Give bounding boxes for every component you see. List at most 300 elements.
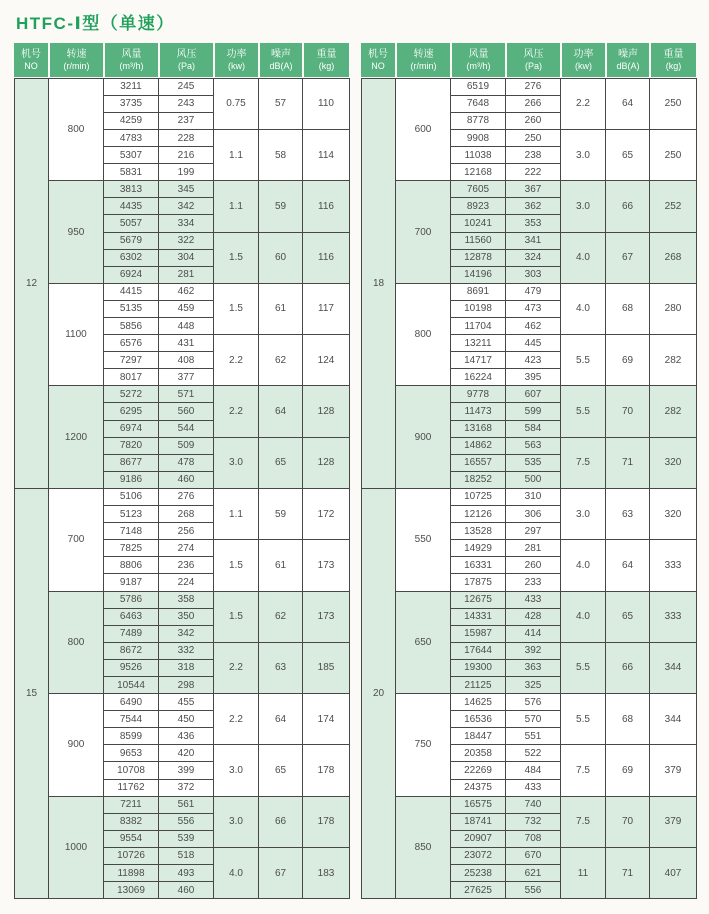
weight-cell: 320 [650, 437, 697, 488]
power-cell: 3.0 [561, 181, 606, 232]
pressure-cell: 377 [159, 369, 214, 386]
pressure-cell: 500 [506, 471, 561, 488]
column-header-speed [48, 43, 103, 77]
pressure-cell: 372 [159, 779, 214, 796]
column-header-label: 机号 [21, 49, 41, 60]
flow-cell: 5786 [104, 591, 159, 608]
flow-cell: 7825 [104, 540, 159, 557]
pressure-cell: 539 [159, 830, 214, 847]
flow-cell: 10544 [104, 676, 159, 693]
flow-cell: 22269 [451, 762, 506, 779]
power-cell: 2.2 [561, 78, 606, 129]
pressure-cell: 216 [159, 147, 214, 164]
flow-cell: 7648 [451, 95, 506, 112]
flow-cell: 20907 [451, 830, 506, 847]
pressure-cell: 392 [506, 642, 561, 659]
flow-cell: 14862 [451, 437, 506, 454]
spec-data-table [361, 78, 697, 900]
flow-cell: 18741 [451, 813, 506, 830]
pressure-cell: 544 [159, 420, 214, 437]
flow-cell: 5272 [104, 386, 159, 403]
pressure-cell: 260 [506, 112, 561, 129]
table-row [362, 78, 697, 95]
weight-cell: 250 [650, 78, 697, 129]
table-row [15, 591, 350, 608]
weight-cell: 282 [650, 386, 697, 437]
pressure-cell: 224 [159, 574, 214, 591]
noise-cell: 69 [606, 745, 650, 796]
flow-cell: 8806 [104, 557, 159, 574]
power-cell: 11 [561, 847, 606, 898]
noise-cell: 62 [259, 335, 303, 386]
column-header-label: 重量 [663, 49, 684, 60]
speed-cell: 1100 [49, 283, 104, 386]
weight-cell: 117 [303, 283, 350, 334]
pressure-cell: 708 [506, 830, 561, 847]
column-header-unit: (kg) [665, 61, 682, 71]
flow-cell: 14929 [451, 540, 506, 557]
noise-cell: 64 [259, 386, 303, 437]
pressure-cell: 740 [506, 796, 561, 813]
pressure-cell: 399 [159, 762, 214, 779]
pressure-cell: 576 [506, 694, 561, 711]
table-row [15, 694, 350, 711]
flow-cell: 24375 [451, 779, 506, 796]
noise-cell: 61 [259, 540, 303, 591]
pressure-cell: 509 [159, 437, 214, 454]
flow-cell: 7605 [451, 181, 506, 198]
table-row [15, 488, 350, 505]
model-no-cell: 18 [362, 78, 396, 488]
pressure-cell: 484 [506, 762, 561, 779]
noise-cell: 66 [606, 181, 650, 232]
noise-cell: 70 [606, 386, 650, 437]
speed-cell: 1200 [49, 386, 104, 489]
table-row [362, 386, 697, 403]
noise-cell: 59 [259, 181, 303, 232]
weight-cell: 183 [303, 847, 350, 898]
table-row [362, 796, 697, 813]
model-no-cell: 12 [15, 78, 49, 488]
flow-cell: 13528 [451, 523, 506, 540]
flow-cell: 5135 [104, 300, 159, 317]
flow-cell: 8677 [104, 454, 159, 471]
pressure-cell: 363 [506, 659, 561, 676]
flow-cell: 9526 [104, 659, 159, 676]
power-cell: 3.0 [214, 437, 259, 488]
power-cell: 5.5 [561, 386, 606, 437]
flow-cell: 6974 [104, 420, 159, 437]
flow-cell: 13211 [451, 335, 506, 352]
flow-cell: 8017 [104, 369, 159, 386]
column-header-label: 转速 [66, 49, 87, 60]
spec-table-left [14, 43, 349, 899]
column-header-noise [605, 43, 649, 77]
pressure-cell: 324 [506, 249, 561, 266]
pressure-cell: 237 [159, 112, 214, 129]
weight-cell: 124 [303, 335, 350, 386]
speed-cell: 900 [396, 386, 451, 489]
pressure-cell: 243 [159, 95, 214, 112]
pressure-cell: 260 [506, 557, 561, 574]
pressure-cell: 228 [159, 129, 214, 146]
table-row [362, 694, 697, 711]
column-header-label: 重量 [316, 49, 337, 60]
speed-cell: 750 [396, 694, 451, 797]
pressure-cell: 276 [506, 78, 561, 95]
flow-cell: 14717 [451, 352, 506, 369]
power-cell: 1.5 [214, 283, 259, 334]
flow-cell: 12675 [451, 591, 506, 608]
flow-cell: 6295 [104, 403, 159, 420]
noise-cell: 59 [259, 488, 303, 539]
power-cell: 0.75 [214, 78, 259, 129]
flow-cell: 27625 [451, 882, 506, 899]
pressure-cell: 556 [506, 882, 561, 899]
weight-cell: 128 [303, 437, 350, 488]
column-header-label: 机号 [368, 49, 388, 60]
column-header-unit: (Pa) [177, 61, 195, 71]
flow-cell: 5106 [104, 488, 159, 505]
flow-cell: 17644 [451, 642, 506, 659]
pressure-cell: 455 [159, 694, 214, 711]
flow-cell: 9186 [104, 471, 159, 488]
column-header-unit: (kw) [575, 61, 592, 71]
power-cell: 5.5 [561, 694, 606, 745]
column-header-unit: NO [371, 61, 385, 71]
flow-cell: 7820 [104, 437, 159, 454]
column-header-unit: (r/min) [63, 61, 90, 71]
pressure-cell: 304 [159, 249, 214, 266]
flow-cell: 11560 [451, 232, 506, 249]
noise-cell: 69 [606, 335, 650, 386]
noise-cell: 62 [259, 591, 303, 642]
flow-cell: 6519 [451, 78, 506, 95]
table-header-row [361, 43, 696, 77]
pressure-cell: 473 [506, 300, 561, 317]
pressure-cell: 670 [506, 847, 561, 864]
weight-cell: 252 [650, 181, 697, 232]
flow-cell: 10241 [451, 215, 506, 232]
tables-container [14, 43, 696, 899]
flow-cell: 5679 [104, 232, 159, 249]
pressure-cell: 607 [506, 386, 561, 403]
weight-cell: 333 [650, 591, 697, 642]
model-no-cell: 20 [362, 488, 396, 898]
flow-cell: 10198 [451, 300, 506, 317]
flow-cell: 6463 [104, 608, 159, 625]
flow-cell: 17875 [451, 574, 506, 591]
noise-cell: 60 [259, 232, 303, 283]
flow-cell: 16575 [451, 796, 506, 813]
power-cell: 7.5 [561, 796, 606, 847]
table-row [15, 796, 350, 813]
pressure-cell: 459 [159, 300, 214, 317]
spec-data-table [14, 78, 350, 900]
column-header-unit: (kg) [318, 61, 335, 71]
flow-cell: 16331 [451, 557, 506, 574]
flow-cell: 6302 [104, 249, 159, 266]
speed-cell: 800 [49, 591, 104, 694]
power-cell: 4.0 [561, 232, 606, 283]
column-header-unit: NO [24, 61, 38, 71]
pressure-cell: 420 [159, 745, 214, 762]
weight-cell: 178 [303, 796, 350, 847]
speed-cell: 1000 [49, 796, 104, 899]
pressure-cell: 478 [159, 454, 214, 471]
flow-cell: 9653 [104, 745, 159, 762]
weight-cell: 178 [303, 745, 350, 796]
flow-cell: 16557 [451, 454, 506, 471]
flow-cell: 11762 [104, 779, 159, 796]
flow-cell: 3735 [104, 95, 159, 112]
noise-cell: 67 [606, 232, 650, 283]
flow-cell: 15987 [451, 625, 506, 642]
table-row [15, 283, 350, 300]
noise-cell: 71 [606, 437, 650, 488]
noise-cell: 67 [259, 847, 303, 898]
flow-cell: 20358 [451, 745, 506, 762]
weight-cell: 280 [650, 283, 697, 334]
flow-cell: 16224 [451, 369, 506, 386]
column-header-noise [258, 43, 302, 77]
flow-cell: 5307 [104, 147, 159, 164]
column-header-unit: (r/min) [410, 61, 437, 71]
table-row [15, 181, 350, 198]
pressure-cell: 281 [506, 540, 561, 557]
flow-cell: 13168 [451, 420, 506, 437]
flow-cell: 3813 [104, 181, 159, 198]
flow-cell: 4415 [104, 283, 159, 300]
pressure-cell: 414 [506, 625, 561, 642]
speed-cell: 550 [396, 488, 451, 591]
noise-cell: 64 [606, 540, 650, 591]
pressure-cell: 395 [506, 369, 561, 386]
flow-cell: 7211 [104, 796, 159, 813]
pressure-cell: 345 [159, 181, 214, 198]
noise-cell: 65 [259, 745, 303, 796]
weight-cell: 250 [650, 129, 697, 180]
flow-cell: 14196 [451, 266, 506, 283]
pressure-cell: 238 [506, 147, 561, 164]
power-cell: 1.1 [214, 488, 259, 539]
pressure-cell: 322 [159, 232, 214, 249]
pressure-cell: 236 [159, 557, 214, 574]
speed-cell: 650 [396, 591, 451, 694]
flow-cell: 11898 [104, 865, 159, 882]
column-header-label: 噪声 [271, 49, 291, 60]
weight-cell: 379 [650, 745, 697, 796]
column-header-label: 风压 [176, 49, 197, 60]
table-row [362, 181, 697, 198]
power-cell: 2.2 [214, 642, 259, 693]
flow-cell: 5856 [104, 318, 159, 335]
flow-cell: 7544 [104, 711, 159, 728]
pressure-cell: 551 [506, 728, 561, 745]
flow-cell: 10726 [104, 847, 159, 864]
flow-cell: 7297 [104, 352, 159, 369]
speed-cell: 800 [49, 78, 104, 181]
column-header-pressure [158, 43, 213, 77]
power-cell: 4.0 [214, 847, 259, 898]
flow-cell: 5057 [104, 215, 159, 232]
column-header-power [560, 43, 605, 77]
column-header-label: 功率 [226, 49, 247, 60]
power-cell: 1.1 [214, 181, 259, 232]
noise-cell: 70 [606, 796, 650, 847]
weight-cell: 110 [303, 78, 350, 129]
noise-cell: 71 [606, 847, 650, 898]
noise-cell: 63 [259, 642, 303, 693]
pressure-cell: 460 [159, 882, 214, 899]
noise-cell: 61 [259, 283, 303, 334]
noise-cell: 68 [606, 694, 650, 745]
flow-cell: 12168 [451, 164, 506, 181]
table-row [362, 283, 697, 300]
weight-cell: 173 [303, 591, 350, 642]
table-row [15, 78, 350, 95]
power-cell: 4.0 [561, 591, 606, 642]
column-header-unit: (m³/h) [119, 61, 144, 71]
pressure-cell: 571 [159, 386, 214, 403]
column-header-unit: (m³/h) [466, 61, 491, 71]
column-header-label: 转速 [413, 49, 434, 60]
pressure-cell: 408 [159, 352, 214, 369]
flow-cell: 6576 [104, 335, 159, 352]
pressure-cell: 297 [506, 523, 561, 540]
flow-cell: 8778 [451, 112, 506, 129]
pressure-cell: 342 [159, 198, 214, 215]
pressure-cell: 563 [506, 437, 561, 454]
flow-cell: 9187 [104, 574, 159, 591]
flow-cell: 4435 [104, 198, 159, 215]
flow-cell: 9908 [451, 129, 506, 146]
pressure-cell: 584 [506, 420, 561, 437]
speed-cell: 700 [396, 181, 451, 284]
pressure-cell: 281 [159, 266, 214, 283]
weight-cell: 116 [303, 232, 350, 283]
flow-cell: 6490 [104, 694, 159, 711]
power-cell: 3.0 [214, 745, 259, 796]
flow-cell: 25238 [451, 865, 506, 882]
flow-cell: 23072 [451, 847, 506, 864]
weight-cell: 174 [303, 694, 350, 745]
pressure-cell: 522 [506, 745, 561, 762]
noise-cell: 57 [259, 78, 303, 129]
page-title: HTFC-Ⅰ型（单速） [16, 14, 175, 33]
pressure-cell: 423 [506, 352, 561, 369]
noise-cell: 68 [606, 283, 650, 334]
noise-cell: 65 [259, 437, 303, 488]
weight-cell: 333 [650, 540, 697, 591]
flow-cell: 8599 [104, 728, 159, 745]
power-cell: 7.5 [561, 745, 606, 796]
flow-cell: 21125 [451, 676, 506, 693]
weight-cell: 114 [303, 129, 350, 180]
speed-cell: 850 [396, 796, 451, 899]
pressure-cell: 561 [159, 796, 214, 813]
flow-cell: 19300 [451, 659, 506, 676]
pressure-cell: 256 [159, 523, 214, 540]
speed-cell: 950 [49, 181, 104, 284]
pressure-cell: 358 [159, 591, 214, 608]
pressure-cell: 556 [159, 813, 214, 830]
flow-cell: 11038 [451, 147, 506, 164]
spec-table-right [361, 43, 696, 899]
pressure-cell: 433 [506, 591, 561, 608]
flow-cell: 5123 [104, 506, 159, 523]
column-header-unit: (Pa) [524, 61, 542, 71]
pressure-cell: 433 [506, 779, 561, 796]
column-header-label: 风压 [523, 49, 544, 60]
flow-cell: 9554 [104, 830, 159, 847]
column-header-label: 风量 [468, 49, 489, 60]
pressure-cell: 431 [159, 335, 214, 352]
power-cell: 2.2 [214, 386, 259, 437]
pressure-cell: 462 [159, 283, 214, 300]
weight-cell: 344 [650, 642, 697, 693]
power-cell: 2.2 [214, 335, 259, 386]
table-row [362, 488, 697, 505]
flow-cell: 10708 [104, 762, 159, 779]
column-header-no [361, 43, 395, 77]
weight-cell: 320 [650, 488, 697, 539]
pressure-cell: 250 [506, 129, 561, 146]
pressure-cell: 462 [506, 318, 561, 335]
pressure-cell: 450 [159, 711, 214, 728]
flow-cell: 3211 [104, 78, 159, 95]
pressure-cell: 535 [506, 454, 561, 471]
column-header-no [14, 43, 48, 77]
flow-cell: 8691 [451, 283, 506, 300]
flow-cell: 7148 [104, 523, 159, 540]
column-header-flow [103, 43, 158, 77]
noise-cell: 64 [259, 694, 303, 745]
flow-cell: 14331 [451, 608, 506, 625]
pressure-cell: 436 [159, 728, 214, 745]
table-row [362, 591, 697, 608]
pressure-cell: 245 [159, 78, 214, 95]
column-header-unit: (kw) [228, 61, 245, 71]
noise-cell: 66 [259, 796, 303, 847]
pressure-cell: 518 [159, 847, 214, 864]
power-cell: 1.5 [214, 591, 259, 642]
power-cell: 5.5 [561, 642, 606, 693]
pressure-cell: 318 [159, 659, 214, 676]
weight-cell: 344 [650, 694, 697, 745]
table-header-row [14, 43, 349, 77]
column-header-unit: dB(A) [616, 61, 640, 71]
flow-cell: 8382 [104, 813, 159, 830]
speed-cell: 800 [396, 283, 451, 386]
pressure-cell: 306 [506, 506, 561, 523]
column-header-label: 功率 [573, 49, 594, 60]
pressure-cell: 325 [506, 676, 561, 693]
column-header-label: 风量 [121, 49, 142, 60]
power-cell: 4.0 [561, 283, 606, 334]
pressure-cell: 570 [506, 711, 561, 728]
flow-cell: 11704 [451, 318, 506, 335]
weight-cell: 407 [650, 847, 697, 898]
pressure-cell: 310 [506, 488, 561, 505]
pressure-cell: 332 [159, 642, 214, 659]
power-cell: 3.0 [214, 796, 259, 847]
power-cell: 3.0 [561, 129, 606, 180]
pressure-cell: 599 [506, 403, 561, 420]
flow-cell: 10725 [451, 488, 506, 505]
pressure-cell: 479 [506, 283, 561, 300]
pressure-cell: 560 [159, 403, 214, 420]
